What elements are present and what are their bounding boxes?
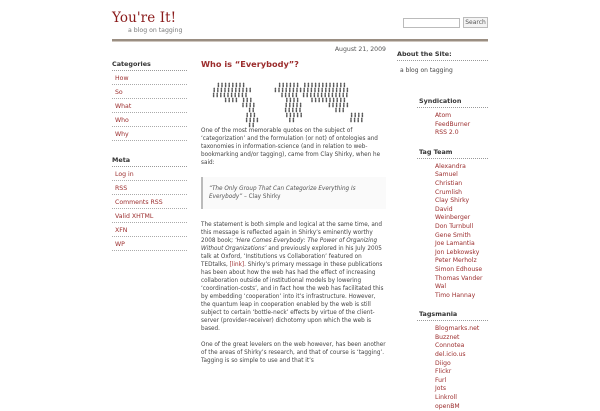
person-figure [220, 93, 222, 98]
meta-list [112, 167, 187, 251]
right-sidebar [397, 50, 488, 411]
list-item [435, 129, 488, 138]
category-item [112, 71, 187, 85]
person-figure [288, 93, 290, 98]
syndication-link-atom[interactable]: Atom [435, 112, 452, 119]
tagteam-link[interactable]: David [435, 205, 453, 213]
person-figure [317, 93, 319, 98]
tagsmania-link[interactable]: Linkroll [435, 394, 457, 402]
category-link-who[interactable]: Who [115, 117, 129, 124]
tagteam-link[interactable]: Thomas Vander [435, 274, 483, 282]
meta-link-valid-xhtml[interactable]: Valid XHTML [115, 213, 154, 220]
list-item [435, 214, 488, 223]
list-item [435, 163, 488, 172]
tagteam-link[interactable]: Wal [435, 283, 447, 291]
person-figure [361, 118, 363, 123]
tagteam-link[interactable]: Don Turnbull [435, 222, 474, 230]
person-figure [362, 113, 364, 118]
person-figure [296, 108, 298, 113]
person-figure [321, 93, 323, 98]
person-figure [315, 83, 317, 88]
blockquote [201, 177, 386, 209]
person-figure [354, 118, 356, 123]
tagsmania-section [417, 310, 488, 411]
tagsmania-link[interactable]: Flickr [435, 368, 452, 376]
list-item [435, 197, 488, 206]
category-link-what[interactable]: What [115, 103, 132, 110]
tagteam-section [417, 148, 488, 301]
list-item [435, 249, 488, 258]
person-figure [252, 108, 254, 113]
person-figure [300, 103, 302, 108]
person-figure [303, 93, 305, 98]
person-figure [231, 88, 233, 93]
person-figure [292, 93, 294, 98]
list-item [435, 403, 488, 411]
category-item [112, 127, 187, 141]
person-figure [303, 88, 305, 93]
list-item [435, 240, 488, 249]
tagteam-link[interactable]: Crumlish [435, 188, 462, 196]
person-figure [254, 113, 256, 118]
person-figure [286, 98, 288, 103]
list-item [435, 275, 488, 284]
list-item [435, 342, 488, 351]
list-item [435, 385, 488, 394]
person-figure [329, 103, 331, 108]
meta-link-comments-rss[interactable]: Comments RSS [115, 199, 163, 206]
list-item [435, 351, 488, 360]
person-figure [315, 98, 317, 103]
list-item [435, 377, 488, 386]
person-figure [336, 98, 338, 103]
tagsmania-link[interactable]: Diigo [435, 359, 451, 367]
post-text: The statement is both simple and logical at the same time, and this message is reflected again in Shirky’s eminently worthy 2008 book; [201, 222, 383, 244]
tagteam-link[interactable]: Samuel [435, 171, 458, 179]
person-figure [299, 108, 301, 113]
person-figure [339, 108, 341, 113]
person-figure [344, 83, 346, 88]
person-figure [278, 88, 280, 93]
list-item [435, 232, 488, 241]
search-button[interactable]: Search [463, 17, 488, 28]
person-figure [321, 88, 323, 93]
person-figure [221, 83, 223, 88]
tagteam-link[interactable]: Weinberger [435, 214, 471, 222]
person-figure [336, 88, 338, 93]
list-item [435, 121, 488, 130]
syndication-list [417, 108, 488, 138]
person-figure [333, 83, 335, 88]
book-title: ‘Here Comes Everybody: The Power of Organizing Without Organizations’ [201, 238, 378, 252]
person-figure [231, 93, 233, 98]
person-figure [332, 93, 334, 98]
person-figure [232, 98, 234, 103]
person-figure [333, 98, 335, 103]
post-body [201, 127, 386, 365]
quote-text: “The Only Group That Can Categorize Everything Is Everybody” [209, 186, 356, 200]
person-figure [339, 88, 341, 93]
person-figure [232, 83, 234, 88]
person-figure [224, 93, 226, 98]
tagsmania-link[interactable]: Connotea [435, 342, 465, 350]
person-figure [311, 98, 313, 103]
person-figure [285, 103, 287, 108]
person-figure [218, 83, 220, 88]
meta-link-xfn[interactable]: XFN [115, 227, 128, 234]
tagteam-link[interactable]: Gene Smith [435, 231, 471, 239]
person-figure [335, 93, 337, 98]
tagsmania-heading: Tagsmania [417, 310, 488, 321]
person-figure [300, 88, 302, 93]
person-figure [243, 83, 245, 88]
person-figure [249, 103, 251, 108]
person-figure [239, 83, 241, 88]
about-text: a blog on tagging [400, 67, 453, 74]
person-figure [281, 93, 283, 98]
person-figure [285, 93, 287, 98]
person-figure [304, 83, 306, 88]
tagsmania-link[interactable]: openBM [435, 402, 460, 410]
person-figure [289, 88, 291, 93]
meta-link-login[interactable]: Log in [115, 171, 134, 178]
search-input[interactable] [403, 18, 460, 28]
meta-item [112, 223, 187, 237]
person-figure [329, 83, 331, 88]
post-title[interactable]: Who is “Everybody”? [201, 59, 299, 69]
person-figure [290, 113, 292, 118]
person-figure [249, 118, 251, 123]
main-content [201, 44, 386, 373]
person-figure [253, 118, 255, 123]
person-figure [300, 113, 302, 118]
person-figure [293, 103, 295, 108]
person-figure [329, 88, 331, 93]
person-figure [344, 98, 346, 103]
list-item [435, 325, 488, 334]
meta-item [112, 209, 187, 223]
post-date: August 21, 2009 [334, 46, 386, 53]
person-figure [343, 103, 345, 108]
tagteam-link[interactable]: Christian [435, 179, 463, 187]
person-figure [311, 88, 313, 93]
person-figure [236, 83, 238, 88]
person-figure [293, 118, 295, 123]
list-item [435, 283, 488, 292]
list-item [435, 180, 488, 189]
category-item [112, 99, 187, 113]
category-item [112, 113, 187, 127]
person-figure [228, 98, 230, 103]
person-figure [285, 108, 287, 113]
person-figure [250, 98, 252, 103]
person-figure [336, 103, 338, 108]
person-figure [234, 93, 236, 98]
person-figure [242, 103, 244, 108]
syndication-section [417, 97, 488, 138]
person-figure [296, 103, 298, 108]
meta-item [112, 195, 187, 209]
world-map-people-image [207, 77, 375, 127]
person-figure [221, 88, 223, 93]
person-figure [282, 83, 284, 88]
person-figure [246, 113, 248, 118]
person-figure [339, 103, 341, 108]
person-figure [322, 98, 324, 103]
categories-list [112, 71, 187, 141]
person-figure [314, 88, 316, 93]
person-figure [340, 98, 342, 103]
person-figure [289, 118, 291, 123]
meta-item [112, 167, 187, 181]
person-figure [286, 83, 288, 88]
meta-item [112, 181, 187, 195]
person-figure [228, 88, 230, 93]
list-item [435, 394, 488, 403]
person-figure [275, 88, 277, 93]
category-link-so[interactable]: So [115, 89, 123, 96]
person-figure [253, 103, 255, 108]
meta-link-wp[interactable]: WP [115, 241, 125, 248]
person-figure [246, 88, 248, 93]
person-figure [213, 88, 215, 93]
person-figure [297, 98, 299, 103]
person-figure [346, 93, 348, 98]
person-figure [318, 83, 320, 88]
syndication-link-rss2[interactable]: RSS 2.0 [435, 129, 459, 137]
list-item [435, 112, 488, 121]
post-paragraph: One of the great levelers on the web however, has been another of the areas of Shirky’s research, and that of course is ‘tagging’. Tagging is so simple to use and that it’s [201, 342, 386, 364]
person-figure [279, 83, 281, 88]
person-figure [354, 113, 356, 118]
person-figure [318, 88, 320, 93]
person-figure [324, 93, 326, 98]
person-figure [332, 103, 334, 108]
person-figure [235, 88, 237, 93]
person-figure [351, 113, 353, 118]
person-figure [225, 98, 227, 103]
tagteam-heading: Tag Team [417, 148, 488, 159]
person-figure [245, 93, 247, 98]
person-figure [336, 83, 338, 88]
syndication-link-feedburner[interactable]: FeedBurner [435, 120, 471, 128]
post-paragraph: One of the most memorable quotes on the subject of ‘categorization’ and the formulation (or not) of ontologies and taxonomies in information-science (and in relation to web-bookmarking and/or tagging), came from Clay Shirky, when he said: [201, 128, 381, 166]
ted-link[interactable]: [link] [229, 262, 245, 268]
person-figure [350, 118, 352, 123]
category-link-why[interactable]: Why [115, 131, 129, 138]
person-figure [329, 98, 331, 103]
tagsmania-link[interactable]: Jots [435, 385, 447, 393]
person-figure [306, 93, 308, 98]
header-divider [112, 39, 488, 42]
person-figure [250, 113, 252, 118]
person-figure [242, 93, 244, 98]
person-figure [296, 93, 298, 98]
person-figure [282, 88, 284, 93]
person-figure [293, 83, 295, 88]
post-text: . Shirky’s primary message in these publications has been about how the web has had the effect of increasing collaboration outside of institutional models by lowering ‘coordination-costs’, and in fact how the web has facilitated this by embedding ‘cooperation’ into it’s infrastructure. However, the quantum leap in cooperation enabled by the web is still subject to certain ‘bottle-neck’ effects by virtue of the client-server (provider-receiver) dichotomy upon which the web is based. [201, 262, 384, 332]
person-figure [217, 88, 219, 93]
list-item [435, 223, 488, 232]
person-figure [290, 83, 292, 88]
meta-item [112, 237, 187, 251]
tagteam-link[interactable]: Clay Shirky [435, 197, 470, 205]
person-figure [340, 83, 342, 88]
list-item [435, 360, 488, 369]
left-sidebar [112, 60, 187, 266]
post-paragraph [201, 221, 386, 333]
tagsmania-link[interactable]: del.icio.us [435, 351, 466, 359]
person-figure [246, 118, 248, 123]
tagteam-list [417, 159, 488, 301]
tagsmania-link[interactable]: Buzznet [435, 333, 460, 341]
person-figure [326, 83, 328, 88]
person-figure [285, 88, 287, 93]
categories-heading: Categories [112, 60, 187, 71]
list-item [435, 266, 488, 275]
person-figure [246, 103, 248, 108]
person-figure [225, 83, 227, 88]
person-figure [243, 98, 245, 103]
tagsmania-list [417, 321, 488, 411]
person-figure [347, 88, 349, 93]
person-figure [296, 88, 298, 93]
site-tagline: a blog on tagging [128, 27, 183, 34]
person-figure [238, 93, 240, 98]
tagsmania-link[interactable]: Furl [435, 376, 447, 384]
person-figure [246, 98, 248, 103]
post-text: and previously explored in his July 2005 talk at Oxford, ‘Institutions vs Collaboration’ featured on TEDtalks, [201, 246, 382, 268]
person-figure [310, 93, 312, 98]
category-link-how[interactable]: How [115, 75, 129, 82]
person-figure [249, 88, 251, 93]
person-figure [322, 83, 324, 88]
person-figure [249, 108, 251, 113]
person-figure [297, 83, 299, 88]
syndication-heading: Syndication [417, 97, 488, 108]
list-item [435, 206, 488, 215]
person-figure [342, 108, 344, 113]
person-figure [213, 93, 215, 98]
category-item [112, 85, 187, 99]
person-figure [328, 93, 330, 98]
person-figure [325, 88, 327, 93]
person-figure [257, 118, 259, 123]
person-figure [339, 93, 341, 98]
person-figure [342, 93, 344, 98]
person-figure [239, 88, 241, 93]
list-item [435, 171, 488, 180]
meta-link-rss[interactable]: RSS [115, 185, 128, 192]
person-figure [318, 98, 320, 103]
list-item [435, 292, 488, 301]
person-figure [311, 83, 313, 88]
meta-heading: Meta [112, 156, 187, 167]
person-figure [293, 113, 295, 118]
list-item [435, 368, 488, 377]
person-figure [293, 98, 295, 103]
tagteam-link[interactable]: Simon Edhouse [435, 265, 483, 273]
person-figure [292, 108, 294, 113]
person-figure [216, 93, 218, 98]
tagteam-link[interactable]: Jon Lebkowsky [435, 248, 480, 256]
person-figure [326, 98, 328, 103]
tagteam-link[interactable]: Joe Lamantia [435, 240, 475, 248]
person-figure [335, 108, 337, 113]
quote-author: – Clay Shirky [242, 194, 281, 200]
person-figure [307, 88, 309, 93]
person-figure [308, 83, 310, 88]
person-figure [297, 113, 299, 118]
person-figure [236, 98, 238, 103]
person-figure [290, 98, 292, 103]
list-item [435, 334, 488, 343]
tagsmania-link[interactable]: Blogmarks.net [435, 325, 480, 333]
person-figure [357, 118, 359, 123]
person-figure [227, 93, 229, 98]
tagteam-link[interactable]: Alexandra [435, 162, 466, 170]
person-figure [288, 108, 290, 113]
person-figure [242, 88, 244, 93]
person-figure [314, 93, 316, 98]
list-item [435, 257, 488, 266]
site-title[interactable]: You're It! [112, 10, 177, 26]
person-figure [347, 103, 349, 108]
person-figure [286, 113, 288, 118]
person-figure [358, 113, 360, 118]
person-figure [228, 83, 230, 88]
tagteam-link[interactable]: Peter Merholz [435, 257, 477, 265]
person-figure [224, 88, 226, 93]
list-item [435, 189, 488, 198]
person-figure [343, 88, 345, 93]
person-figure [293, 88, 295, 93]
about-heading: About the Site: [397, 50, 488, 61]
tagteam-link[interactable]: Timo Hannay [435, 291, 476, 299]
person-figure [332, 88, 334, 93]
person-figure [289, 103, 291, 108]
